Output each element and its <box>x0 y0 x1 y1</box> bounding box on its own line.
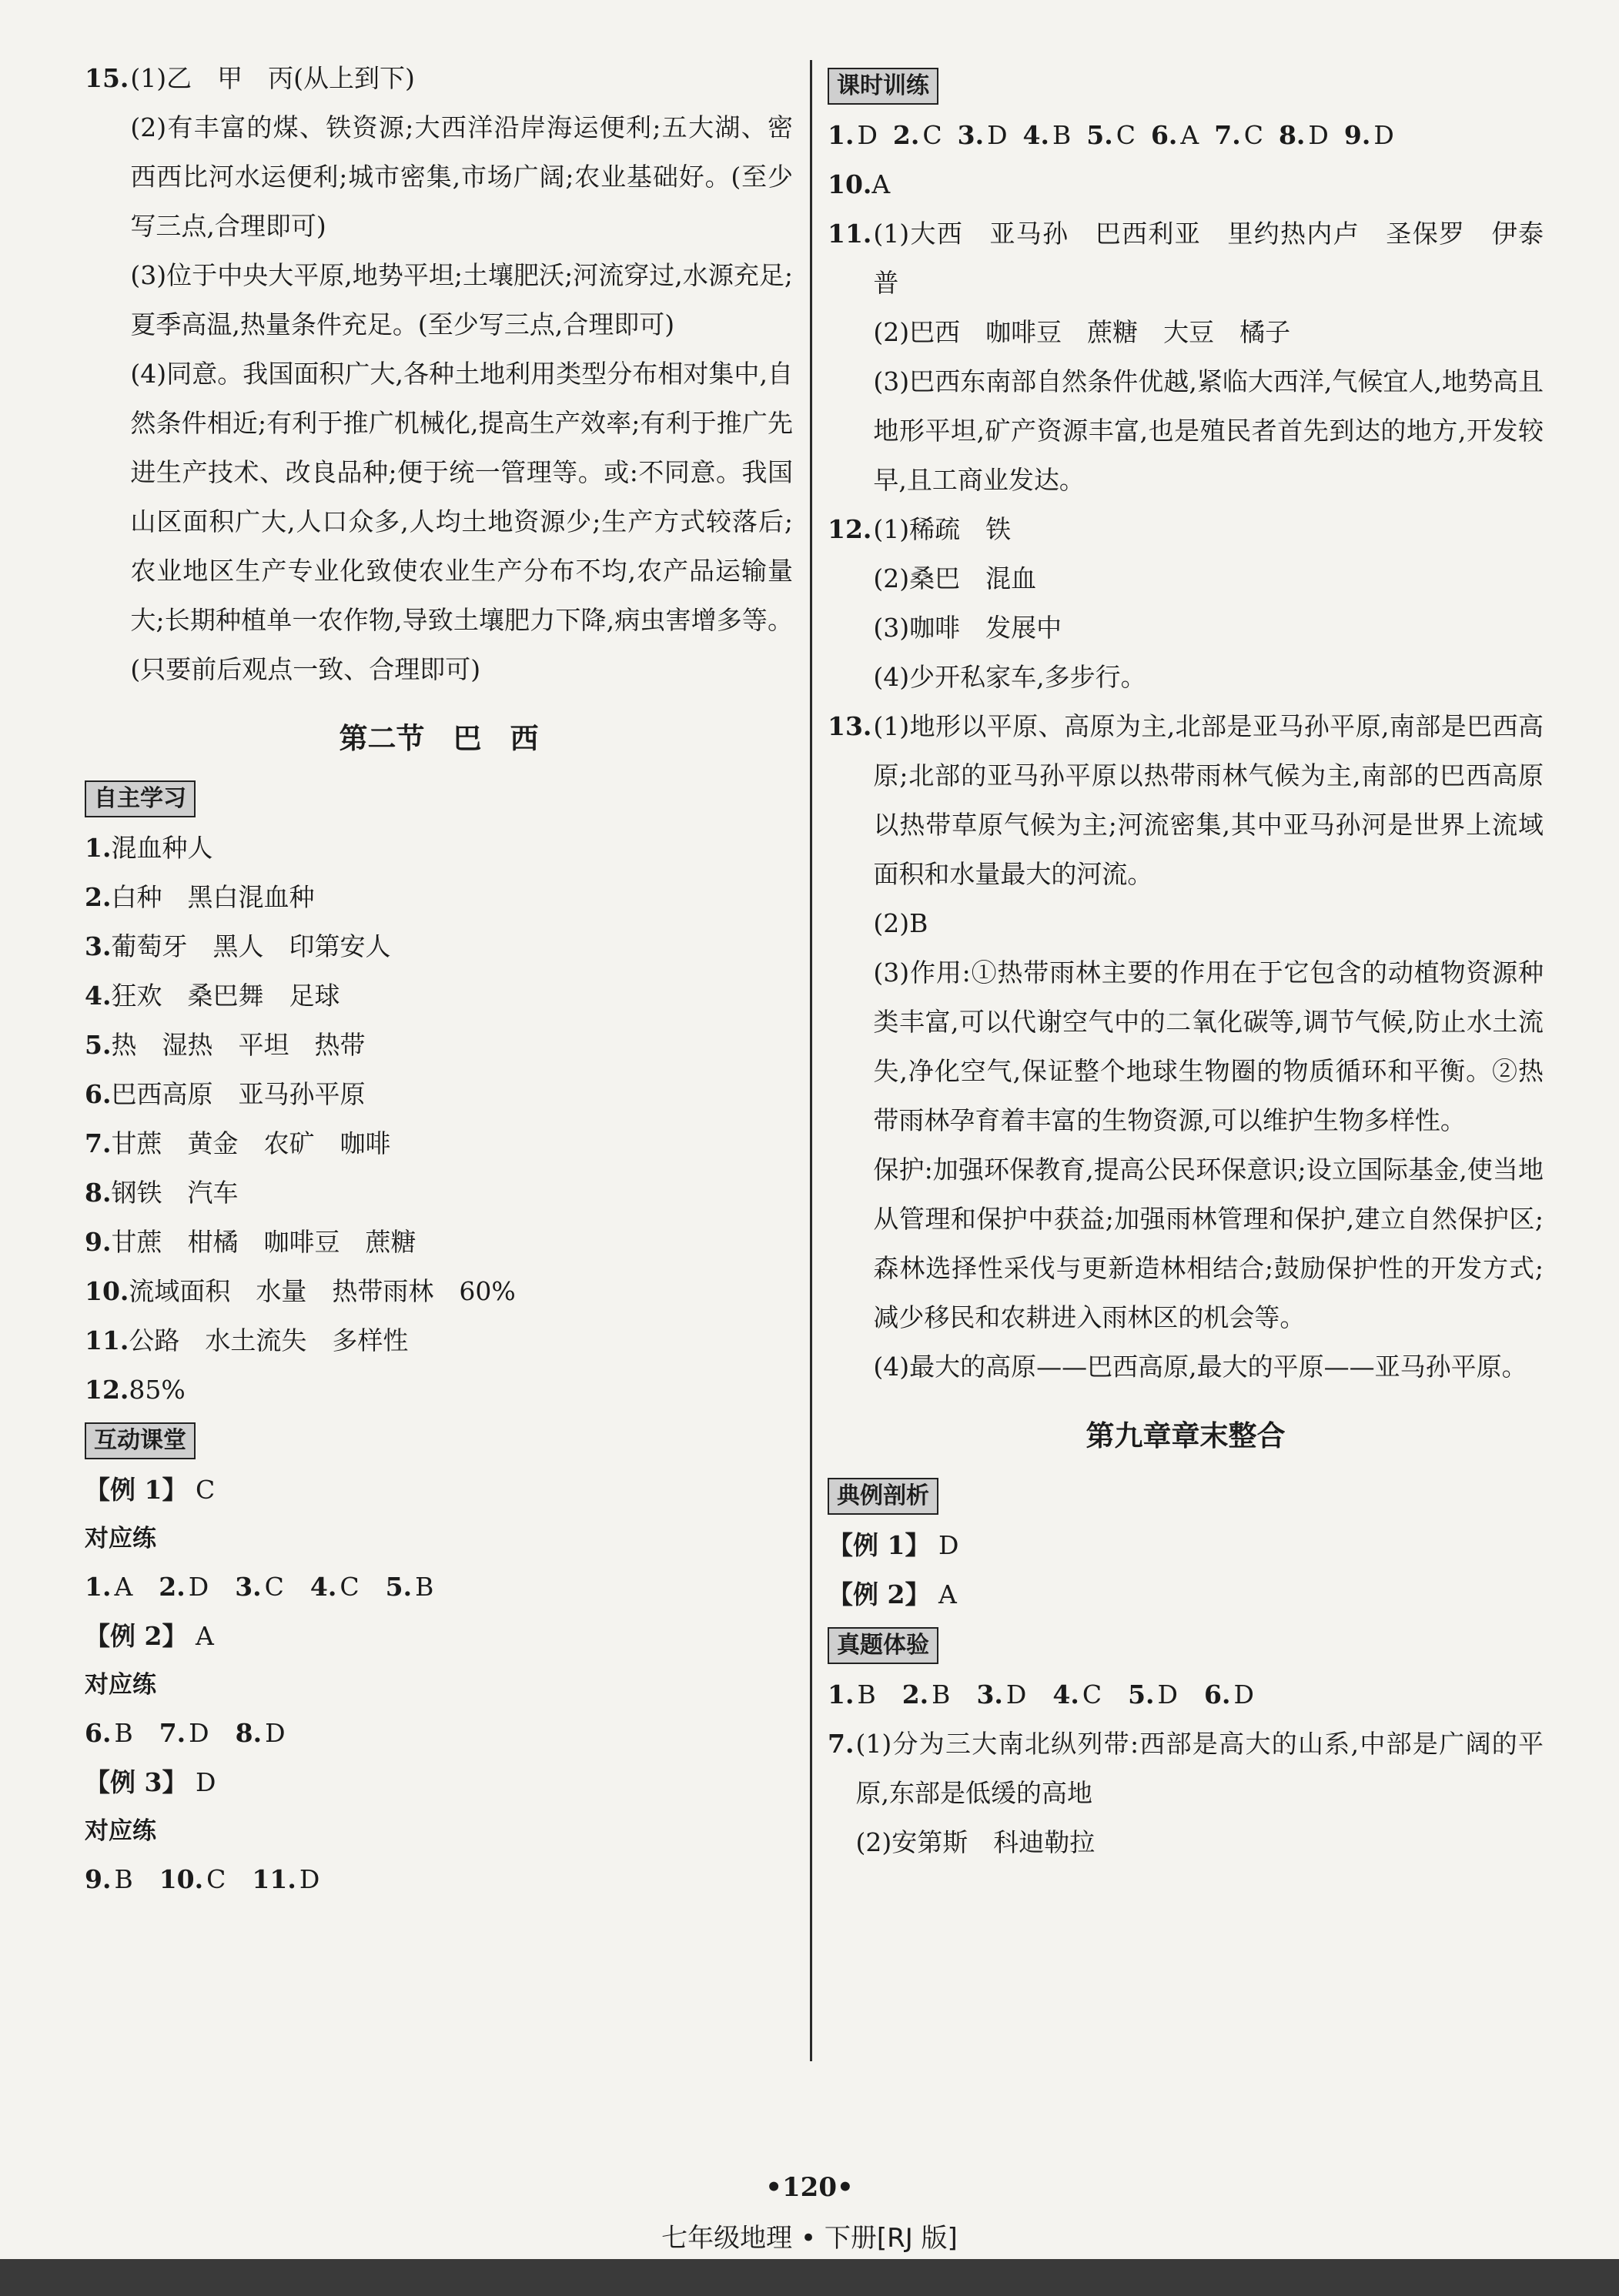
list-item: 5.热 湿热 平坦 热带 <box>85 1030 366 1060</box>
question-11 <box>828 209 1544 505</box>
list-item: 6.巴西高原 亚马孙平原 <box>85 1079 366 1109</box>
practice-label: 对应练 <box>85 1817 156 1845</box>
question-12 <box>828 505 1544 702</box>
list-item: 7.甘蔗 黄金 农矿 咖啡 <box>85 1128 391 1158</box>
section-title: 第二节 巴 西 <box>339 722 539 755</box>
question-body <box>873 505 1544 702</box>
answer-line: (1)稀疏 铁 <box>873 514 1012 544</box>
list-item: 3.葡萄牙 黑人 印第安人 <box>85 931 391 961</box>
example-2: 【例 2】 A <box>85 1621 214 1651</box>
question-body <box>855 1719 1544 1867</box>
list-item: 11.公路 水土流失 多样性 <box>85 1325 409 1355</box>
answer-line: (2)安第斯 科迪勒拉 <box>855 1827 1096 1857</box>
answer-row: 9. B 10. C 11. D <box>85 1864 320 1894</box>
list-item: 4.狂欢 桑巴舞 足球 <box>85 981 340 1011</box>
section-tag-interactive-class: 互动课堂 <box>85 1422 196 1459</box>
question-body <box>873 209 1544 505</box>
answer-line: (3)巴西东南部自然条件优越,紧临大西洋,气候宜人,地势高且地形平坦,矿产资源丰富,也是殖民者首先到达的地方,开发较早,且工商业发达。 <box>873 366 1544 495</box>
section-tag-case-analysis: 典例剖析 <box>828 1478 938 1515</box>
example-3: 【例 3】 D <box>85 1767 216 1797</box>
self-study-list <box>85 824 793 1415</box>
left-column <box>85 54 793 1904</box>
answer-line: (4)少开私家车,多步行。 <box>873 662 1146 692</box>
question-number: 7. <box>828 1729 855 1759</box>
list-item: 1.混血种人 <box>85 833 213 863</box>
answer-line: (3)位于中央大平原,地势平坦;土壤肥沃;河流穿过,水源充足;夏季高温,热量条件充足。(至少写三点,合理即可) <box>130 260 793 339</box>
list-item: 12.85% <box>85 1375 186 1405</box>
example-1: 【例 1】 D <box>828 1530 959 1560</box>
answer-row: 1. B 2. B 3. D 4. C 5. D 6. D <box>828 1679 1254 1709</box>
answer-line: (2)桑巴 混血 <box>873 563 1037 593</box>
question-10: 10.A <box>828 169 891 199</box>
bottom-scan-edge <box>0 2259 1619 2296</box>
section-tag-lesson-training: 课时训练 <box>828 68 938 105</box>
practice-label: 对应练 <box>85 1671 156 1699</box>
list-item: 8.钢铁 汽车 <box>85 1178 239 1208</box>
answer-row: 1. A 2. D 3. C 4. C 5. B <box>85 1572 434 1602</box>
right-column <box>828 54 1544 1867</box>
answer-line: (1)乙 甲 丙(从上到下) <box>130 63 415 93</box>
question-number: 15. <box>85 63 129 93</box>
question-13 <box>828 702 1544 1392</box>
section-tag-self-study: 自主学习 <box>85 780 196 817</box>
answer-line: (1)地形以平原、高原为主,北部是亚马孙平原,南部是巴西高原;北部的亚马孙平原以热带雨林气候为主,南部的巴西高原以热带草原气候为主;河流密集,其中亚马孙河是世界上流域面积和水量最大的河流。 <box>873 711 1544 889</box>
question-15 <box>85 54 793 694</box>
answer-row: 6. B 7. D 8. D <box>85 1718 286 1748</box>
answer-line: 保护:加强环保教育,提高公民环保意识;设立国际基金,使当地从管理和保护中获益;加强雨林管理和保护,建立自然保护区;森林选择性采伐与更新造林相结合;鼓励保护性的开发方式;减少移民和农耕进入雨林区的机会等。 <box>873 1155 1544 1332</box>
answer-line: (2)巴西 咖啡豆 蔗糖 大豆 橘子 <box>873 317 1291 347</box>
example-2: 【例 2】 A <box>828 1579 957 1609</box>
question-number: 12. <box>828 514 872 544</box>
answer-line: (4)最大的高原——巴西高原,最大的平原——亚马孙平原。 <box>873 1352 1527 1382</box>
book-title: 七年级地理 • 下册[RJ 版] <box>661 2223 958 2254</box>
list-item: 2.白种 黑白混血种 <box>85 882 315 912</box>
question-number: 13. <box>828 711 872 741</box>
answer-line: (1)大西 亚马孙 巴西利亚 里约热内卢 圣保罗 伊泰普 <box>873 219 1544 298</box>
practice-label: 对应练 <box>85 1525 156 1552</box>
list-item: 10.流域面积 水量 热带雨林 60% <box>85 1276 516 1306</box>
question-7 <box>828 1719 1544 1867</box>
question-number: 11. <box>828 219 872 249</box>
chapter-title: 第九章章末整合 <box>1085 1419 1286 1452</box>
question-body <box>873 702 1544 1392</box>
page-number: •120• <box>765 2172 854 2203</box>
answer-line: (1)分为三大南北纵列带:西部是高大的山系,中部是广阔的平原,东部是低缓的高地 <box>855 1729 1544 1808</box>
question-body <box>130 54 793 694</box>
section-tag-real-exam: 真题体验 <box>828 1627 938 1664</box>
answer-line: (4)同意。我国面积广大,各种土地利用类型分布相对集中,自然条件相近;有利于推广机械化,提高生产效率;有利于推广先进生产技术、改良品种;便于统一管理等。或:不同意。我国山区面积广大,人口众多,人均土地资源少;生产方式较落后;农业地区生产专业化致使农业生产分布不均,农产品运输量大;长期种植单一农作物,导致土壤肥力下降,病虫害增多等。(只要前后观点一致、合理即可) <box>130 359 793 684</box>
answer-line: (3)咖啡 发展中 <box>873 613 1062 643</box>
answer-row: 1. D 2. C 3. D 4. B 5. C 6. A 7. C 8. D 9. D <box>828 120 1394 150</box>
list-item: 9.甘蔗 柑橘 咖啡豆 蔗糖 <box>85 1227 416 1257</box>
answer-line: (3)作用:①热带雨林主要的作用在于它包含的动植物资源种类丰富,可以代谢空气中的二氧化碳等,调节气候,防止水土流失,净化空气,保证整个地球生物圈的物质循环和平衡。②热带雨林孕育着丰富的生物资源,可以维护生物多样性。 <box>873 958 1544 1135</box>
example-1: 【例 1】 C <box>85 1475 216 1505</box>
answer-line: (2)有丰富的煤、铁资源;大西洋沿岸海运便利;五大湖、密西西比河水运便利;城市密集,市场广阔;农业基础好。(至少写三点,合理即可) <box>130 112 793 241</box>
answer-line: (2)B <box>873 908 928 938</box>
column-divider <box>810 60 812 2061</box>
